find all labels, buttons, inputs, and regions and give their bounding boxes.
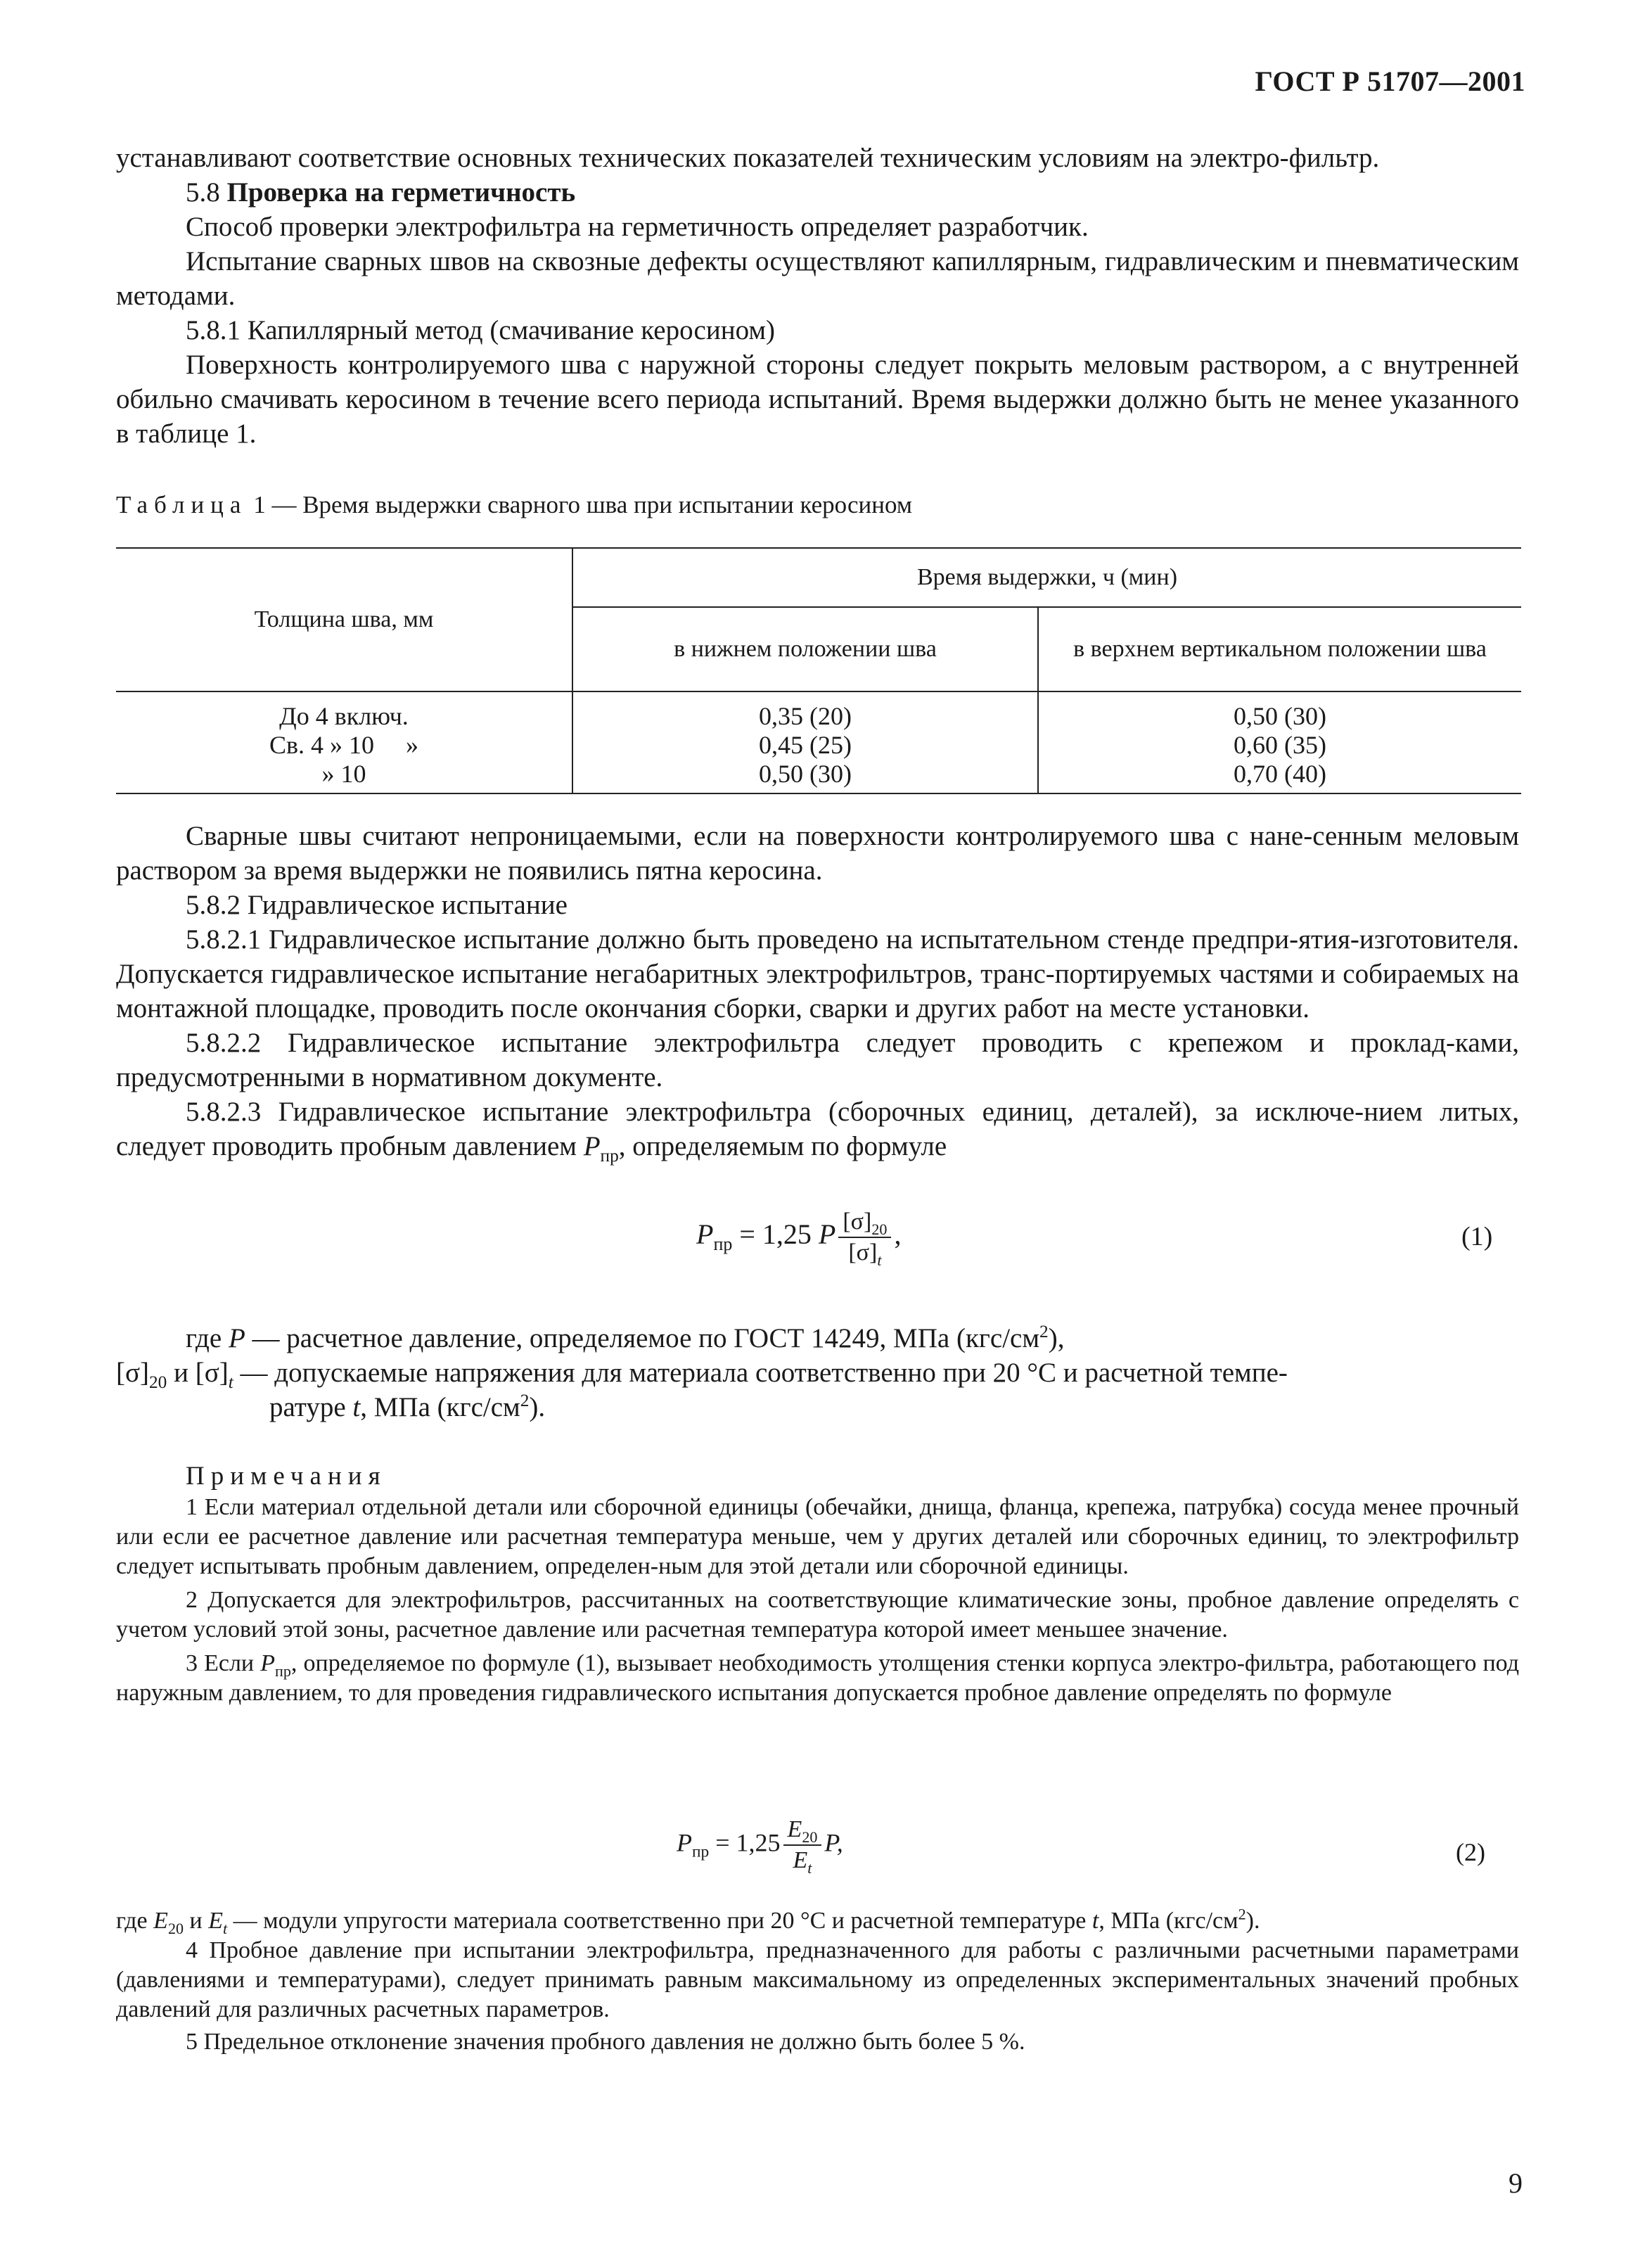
where-clause-1 xyxy=(116,1321,1519,1424)
table-cell-thickness: » 10 xyxy=(321,760,366,788)
where-line-1: где P — расчетное давление, определяемое по ГОСТ 14249, МПа $(кгс/см^2)$, xyxy=(186,1322,1065,1353)
notes-title: Примечания xyxy=(186,1462,387,1491)
body-top xyxy=(116,141,1519,451)
table-1 xyxy=(116,547,1521,794)
table-cell-upper: 0,60 (35) xyxy=(1234,731,1326,759)
note-3: 3 Если $P_{пр}$, определяемое по формуле (1), вызывает необходимость утолщения стенки корпуса электро-фильтра, работающего под наружным давлением, то для проведения гидравлического испытания допускается пробное давление определять по формуле xyxy=(116,1650,1519,1706)
table-cell-lower: 0,35 (20) xyxy=(759,702,852,730)
table-cell-lower: 0,50 (30) xyxy=(759,760,852,788)
formula-1-fraction: $\frac{[\sigma]_{20}}{[\sigma]_t}$ xyxy=(838,1207,891,1268)
table-col-upper xyxy=(1038,691,1521,793)
notes xyxy=(116,1460,1519,1708)
section-5-8-heading: 5.8 Проверка на герметичность xyxy=(186,177,576,208)
note-2: 2 Допускается для электрофильтров, рассчитанных на соответствующие климатические зоны, пробное давление определять с учетом условий этой зоны, расчетное давление или расчетная температура которой имеет меньшее значение. xyxy=(116,1587,1519,1643)
table-cell-upper: 0,70 (40) xyxy=(1234,760,1326,788)
note-1: 1 Если материал отдельной детали или сборочной единицы (обечайки, днища, фланца, крепежа, патрубка) сосуда менее прочный или если ее расчетное давление или расчетная температура меньше, чем у других деталей или сборочных единиц, то электрофильтр следует испытывать пробным давлением, определен-ным для этой детали или сборочной единицы. xyxy=(116,1494,1519,1579)
intro-paragraph: устанавливают соответствие основных технических показателей техническим условиям на электро-фильтр. xyxy=(116,143,1380,173)
where-line-3: ратуре t, МПа $(кгс/см^2)$. xyxy=(269,1391,546,1422)
table-body xyxy=(116,691,1521,793)
where-clause-2: где $E_{20}$ и $E_t$ — модули упругости материала соответственно при 20 °С и расчетной температуре t, МПа $(кгс/см^2)$. xyxy=(116,1905,1260,1937)
section-5-8-2-1: 5.8.2.1 Гидравлическое испытание должно быть проведено на испытательном стенде предпри-ятия-изготовителя. Допускается гидравлическое испытание негабаритных электрофильтров, транс-портируемых частями и собираемых на монтажной площадке, проводить после окончания сборки, сварки и других работ на месте установки. xyxy=(116,924,1519,1024)
equation-number-1: (1) xyxy=(1461,1222,1493,1251)
formula-2: $P_{пр} = 1,25$ $\frac{E_{20}}{E_t}$ P, xyxy=(677,1816,843,1877)
equation-number-2: (2) xyxy=(1456,1838,1485,1866)
document-code: ГОСТ Р 51707—2001 xyxy=(1255,65,1525,97)
formula-1: $P_{пр} = 1,25$ P $\frac{[\sigma]_{20}}{[\sigma]_t}$ , xyxy=(696,1209,902,1269)
body-middle xyxy=(116,819,1519,1166)
table-caption xyxy=(116,490,1519,521)
section-5-8-2-3: 5.8.2.3 Гидравлическое испытание электрофильтра (сборочных единиц, деталей), за исключе-нием литых, следует проводить пробным давлением $P_{пр}$, определяемым по формуле xyxy=(116,1097,1519,1166)
table-caption-label: Таблица xyxy=(116,491,248,518)
section-5-8-1-heading: 5.8.1 Капиллярный метод (смачивание керосином) xyxy=(186,315,776,345)
table-caption-text: 1 — Время выдержки сварного шва при испытании керосином xyxy=(253,491,912,518)
notes-continued xyxy=(116,1906,1519,2057)
section-5-8-1-p1: Поверхность контролируемого шва с наружной стороны следует покрыть меловым раствором, а с внутренней обильно смачивать керосином в течение всего периода испытаний. Время выдержки должно быть не менее указанного в таблице 1. xyxy=(116,350,1519,449)
note-4: 4 Пробное давление при испытании электрофильтра, предназначенного для работы с различными расчетными параметрами (давлениями и температурами), следует принимать равным максимальному из определенных экспериментальных значений пробных давлений для различных расчетных параметров. xyxy=(116,1937,1519,2022)
table-header-upper: в верхнем вертикальном положении шва xyxy=(1038,607,1521,691)
table-header-thickness: Толщина шва, мм xyxy=(116,548,572,691)
table-col-thickness xyxy=(116,691,572,793)
table-cell-thickness: До 4 включ. xyxy=(279,702,409,730)
section-5-8-2-heading: 5.8.2 Гидравлическое испытание xyxy=(186,890,568,920)
after-table-paragraph: Сварные швы считают непроницаемыми, если на поверхности контролируемого шва с нане-сенным меловым раствором за время выдержки не появились пятна керосина. xyxy=(116,821,1519,886)
table-cell-thickness: Св. 4 » 10 » xyxy=(269,731,418,759)
section-5-8-title: Проверка на герметичность xyxy=(226,177,576,208)
page-number: 9 xyxy=(1509,2167,1523,2199)
section-5-8-p2: Испытание сварных швов на сквозные дефекты осуществляют капиллярным, гидравлическим и пневматическим методами. xyxy=(116,246,1519,311)
table-col-lower xyxy=(572,691,1038,793)
table-header-lower: в нижнем положении шва xyxy=(572,607,1038,691)
table-cell-lower: 0,45 (25) xyxy=(759,731,852,759)
section-5-8-p1: Способ проверки электрофильтра на герметичность определяет разработчик. xyxy=(186,212,1089,242)
note-5: 5 Предельное отклонение значения пробного давления не должно быть более 5 %. xyxy=(186,2029,1025,2055)
section-5-8-2-2: 5.8.2.2 Гидравлическое испытание электрофильтра следует проводить с крепежом и проклад-ками, предусмотренными в нормативном документе. xyxy=(116,1028,1519,1092)
table-header-time: Время выдержки, ч (мин) xyxy=(572,548,1521,607)
table-cell-upper: 0,50 (30) xyxy=(1234,702,1326,730)
where-line-2: $[\sigma]_{20}$ и $[\sigma]_t$ — допускаемые напряжения для материала соответственно при 20 °С и расчетной темпе- xyxy=(116,1358,1288,1392)
formula-2-fraction: $\frac{E_{20}}{E_t}$ xyxy=(783,1815,822,1875)
